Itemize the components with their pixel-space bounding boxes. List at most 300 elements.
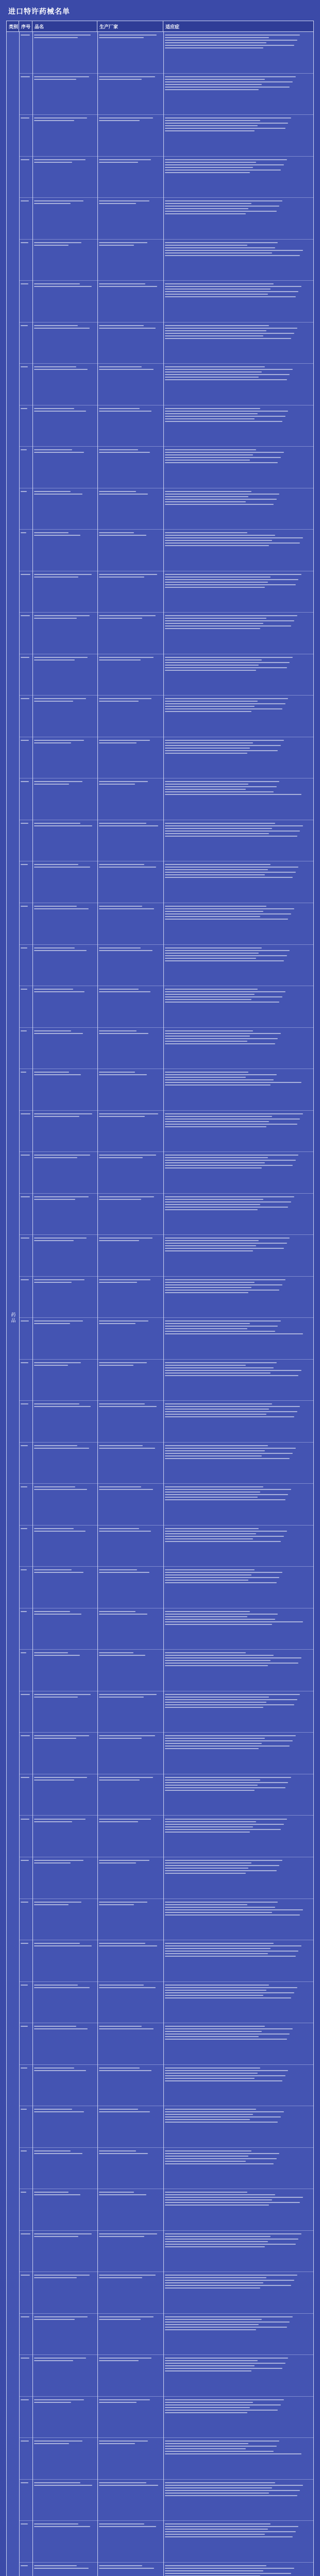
text-line — [34, 2565, 77, 2566]
text-line — [165, 1499, 285, 1500]
text-line — [99, 2526, 156, 2527]
table-row — [19, 1857, 313, 1899]
text-line — [165, 2573, 291, 2574]
text-line — [165, 2534, 265, 2535]
row-no-cell — [19, 1028, 32, 1069]
text-line — [165, 1782, 288, 1783]
row-no-cell — [19, 240, 32, 281]
text-line — [99, 2360, 139, 2361]
row-use-cell — [163, 1360, 313, 1401]
row-maker-cell — [97, 571, 163, 613]
text-line — [165, 2485, 303, 2486]
row-no-cell — [19, 488, 32, 530]
row-no-cell — [19, 2563, 32, 2576]
table-row — [19, 1484, 313, 1526]
row-name-cell — [32, 1484, 97, 1525]
text-line — [34, 574, 92, 575]
text-line — [165, 2122, 278, 2123]
text-line — [165, 1697, 269, 1698]
text-line — [21, 657, 29, 658]
row-no-cell — [19, 986, 32, 1027]
text-line — [99, 200, 149, 201]
text-line — [99, 947, 141, 948]
text-line — [165, 2285, 291, 2286]
row-no-cell — [19, 1650, 32, 1691]
table-row — [19, 1608, 313, 1650]
row-use-cell — [163, 1152, 313, 1193]
row-name-cell — [32, 1318, 97, 1359]
text-line — [165, 413, 258, 414]
text-line — [165, 1414, 266, 1415]
text-line — [99, 411, 151, 412]
row-maker-cell — [97, 240, 163, 281]
text-line — [165, 1118, 300, 1120]
row-name-cell — [32, 1194, 97, 1235]
text-line — [34, 2067, 74, 2069]
text-line — [99, 2485, 158, 2486]
text-line — [165, 1486, 263, 1487]
text-line — [99, 1445, 143, 1446]
text-line — [165, 1987, 297, 1988]
row-use-cell — [163, 737, 313, 778]
text-line — [99, 2568, 154, 2569]
text-line — [165, 206, 279, 207]
text-line — [99, 657, 154, 658]
table-row — [19, 2189, 313, 2231]
row-use-cell — [163, 1899, 313, 1940]
row-no-cell — [19, 1111, 32, 1152]
table-row — [19, 74, 313, 115]
text-line — [165, 1238, 290, 1239]
text-line — [34, 1819, 86, 1820]
text-line — [34, 701, 73, 702]
text-line — [34, 823, 80, 824]
row-use-cell — [163, 74, 313, 115]
row-maker-cell — [97, 2521, 163, 2562]
row-no-cell — [19, 1774, 32, 1816]
text-line — [99, 2028, 154, 2029]
table-row — [19, 778, 313, 820]
text-line — [165, 1745, 290, 1747]
text-line — [34, 2402, 71, 2403]
row-name-cell — [32, 820, 97, 861]
table-row — [19, 2231, 313, 2273]
table-row — [19, 2148, 313, 2190]
text-line — [165, 1574, 251, 1575]
table-row — [19, 240, 313, 281]
text-line — [21, 2523, 28, 2524]
text-line — [165, 45, 294, 46]
row-name-cell — [32, 613, 97, 654]
text-line — [165, 454, 253, 455]
row-name-cell — [32, 157, 97, 198]
row-use-cell — [163, 1443, 313, 1484]
text-line — [165, 1832, 250, 1833]
text-line — [99, 1985, 144, 1986]
row-maker-cell — [97, 1152, 163, 1193]
text-line — [165, 2153, 279, 2154]
row-no-cell — [19, 903, 32, 944]
text-line — [165, 1002, 279, 1003]
table-row — [19, 1152, 313, 1194]
row-use-cell — [163, 32, 313, 73]
text-line — [21, 1238, 29, 1239]
text-line — [165, 462, 278, 463]
row-no-cell — [19, 1235, 32, 1276]
text-line — [165, 1997, 291, 1998]
row-maker-cell — [97, 74, 163, 115]
text-line — [21, 117, 29, 118]
text-line — [165, 2490, 300, 2491]
text-line — [165, 252, 272, 253]
text-line — [34, 494, 82, 495]
text-line — [165, 579, 298, 580]
text-line — [165, 1375, 298, 1376]
table-row — [19, 2065, 313, 2107]
text-line — [165, 2531, 296, 2532]
text-line — [165, 1072, 248, 1073]
text-line — [165, 1870, 277, 1871]
text-line — [165, 449, 256, 450]
text-line — [165, 1331, 275, 1332]
text-line — [165, 1077, 246, 1078]
row-maker-cell — [97, 2438, 163, 2479]
row-maker-cell — [97, 2355, 163, 2396]
text-line — [21, 1279, 29, 1280]
text-line — [165, 335, 263, 336]
row-use-cell — [163, 2148, 313, 2189]
text-line — [34, 245, 69, 246]
text-line — [165, 1707, 263, 1708]
table-row — [19, 2480, 313, 2521]
text-line — [34, 411, 86, 412]
row-name-cell — [32, 2065, 97, 2106]
table-row — [19, 1028, 313, 1070]
text-line — [165, 2443, 248, 2444]
table-row — [19, 1318, 313, 1360]
row-no-cell — [19, 696, 32, 737]
text-line — [34, 1614, 81, 1615]
table-row — [19, 2314, 313, 2355]
row-use-cell — [163, 1318, 313, 1359]
header-no: 序号 — [19, 21, 32, 31]
text-line — [34, 2523, 78, 2524]
row-no-cell — [19, 2065, 32, 2106]
text-line — [165, 698, 288, 699]
text-line — [21, 2441, 29, 2442]
text-line — [165, 867, 298, 868]
text-line — [165, 958, 256, 959]
text-line — [165, 623, 263, 624]
text-line — [34, 200, 83, 201]
text-line — [99, 1403, 145, 1404]
text-line — [34, 2568, 89, 2569]
text-line — [165, 1041, 247, 1042]
text-line — [21, 1985, 28, 1986]
text-line — [165, 1030, 253, 1031]
row-name-cell — [32, 1733, 97, 1774]
text-line — [165, 1790, 255, 1791]
text-line — [99, 1074, 147, 1075]
header-name: 品名 — [32, 21, 97, 31]
row-name-cell — [32, 1691, 97, 1733]
text-line — [165, 170, 281, 171]
text-line — [34, 825, 92, 826]
text-line — [165, 2568, 294, 2569]
text-line — [99, 2233, 157, 2234]
text-line — [165, 2280, 294, 2281]
text-line — [34, 1282, 72, 1283]
text-line — [99, 1362, 147, 1363]
text-line — [21, 989, 27, 990]
row-no-cell — [19, 2438, 32, 2479]
text-line — [99, 1196, 154, 1197]
text-line — [99, 2482, 146, 2483]
text-line — [165, 2402, 253, 2403]
text-line — [165, 1411, 297, 1412]
table-row — [19, 1360, 313, 1401]
text-line — [165, 2370, 251, 2371]
text-line — [165, 2358, 288, 2359]
row-no-cell — [19, 654, 32, 696]
row-maker-cell — [97, 2023, 163, 2064]
text-line — [165, 1121, 269, 1122]
text-line — [165, 1290, 279, 1291]
text-line — [165, 1497, 258, 1498]
table-row — [19, 32, 313, 74]
text-line — [99, 1652, 133, 1653]
text-line — [99, 1655, 145, 1656]
text-line — [165, 991, 285, 992]
text-line — [165, 1209, 258, 1210]
text-line — [99, 906, 142, 907]
text-line — [165, 294, 268, 295]
row-name-cell — [32, 1235, 97, 1276]
text-line — [165, 1948, 271, 1949]
row-use-cell — [163, 2023, 313, 2064]
text-line — [165, 1743, 262, 1744]
text-line — [165, 1165, 293, 1166]
text-line — [165, 164, 284, 165]
text-line — [165, 1199, 263, 1200]
row-use-cell — [163, 1857, 313, 1899]
text-line — [165, 2246, 265, 2247]
text-line — [99, 1572, 149, 1573]
text-line — [165, 786, 277, 787]
text-line — [34, 286, 92, 287]
text-line — [34, 1902, 81, 1903]
row-maker-cell — [97, 488, 163, 530]
row-use-cell — [163, 613, 313, 654]
row-no-cell — [19, 1733, 32, 1774]
row-maker-cell — [97, 696, 163, 737]
text-line — [99, 2275, 156, 2276]
text-line — [99, 615, 156, 616]
text-line — [165, 2529, 268, 2530]
row-use-cell — [163, 2480, 313, 2521]
text-line — [165, 37, 269, 38]
text-line — [165, 2244, 296, 2245]
text-line — [165, 1074, 277, 1075]
row-no-cell — [19, 530, 32, 571]
row-no-cell — [19, 447, 32, 488]
text-line — [34, 947, 75, 948]
text-line — [99, 37, 144, 38]
table-row — [19, 323, 313, 364]
text-line — [165, 79, 265, 80]
text-line — [34, 532, 69, 533]
text-line — [165, 836, 297, 837]
row-no-cell — [19, 323, 32, 364]
text-line — [165, 1323, 250, 1324]
text-line — [165, 750, 278, 751]
row-no-cell — [19, 2148, 32, 2189]
row-name-cell — [32, 2397, 97, 2438]
text-line — [21, 242, 28, 243]
text-line — [34, 37, 78, 38]
text-line — [165, 418, 255, 419]
text-line — [34, 2026, 76, 2027]
text-line — [165, 1873, 246, 1874]
text-line — [165, 1909, 303, 1910]
text-line — [34, 2526, 90, 2527]
table-row — [19, 986, 313, 1028]
text-line — [99, 120, 140, 121]
text-line — [165, 1616, 247, 1617]
table-row — [19, 1111, 313, 1153]
row-use-cell — [163, 2355, 313, 2396]
text-line — [165, 1819, 287, 1820]
table-row — [19, 654, 313, 696]
text-line — [34, 1238, 87, 1239]
text-line — [165, 2111, 284, 2112]
text-line — [34, 1569, 72, 1570]
table-row — [19, 903, 313, 945]
text-line — [165, 1320, 281, 1321]
text-line — [99, 698, 151, 699]
text-line — [165, 255, 300, 256]
row-use-cell — [163, 2438, 313, 2479]
text-line — [165, 906, 266, 907]
text-line — [165, 457, 281, 458]
text-line — [165, 701, 258, 702]
text-line — [165, 745, 281, 746]
text-line — [165, 1372, 271, 1374]
text-line — [165, 1738, 265, 1739]
text-line — [34, 657, 88, 658]
row-name-cell — [32, 1443, 97, 1484]
row-use-cell — [163, 986, 313, 1027]
text-line — [165, 1569, 255, 1570]
row-name-cell — [32, 2106, 97, 2147]
row-no-cell — [19, 778, 32, 820]
text-line — [165, 2451, 274, 2452]
text-line — [165, 491, 251, 492]
row-no-cell — [19, 1194, 32, 1235]
row-maker-cell — [97, 1194, 163, 1235]
text-line — [165, 662, 290, 663]
text-line — [165, 172, 250, 173]
text-line — [165, 120, 260, 121]
table-row — [19, 2272, 313, 2314]
text-line — [165, 1953, 268, 1954]
row-use-cell — [163, 2189, 313, 2230]
row-use-cell — [163, 1277, 313, 1318]
text-line — [165, 1660, 271, 1661]
text-line — [165, 1282, 255, 1283]
text-line — [165, 2150, 251, 2151]
row-maker-cell — [97, 1940, 163, 1981]
row-use-cell — [163, 1774, 313, 1816]
text-line — [99, 1199, 141, 1200]
text-line — [21, 947, 27, 948]
table-row — [19, 281, 313, 323]
row-maker-cell — [97, 1982, 163, 2023]
text-line — [34, 408, 74, 409]
row-maker-cell — [97, 654, 163, 696]
text-line — [34, 2028, 88, 2029]
row-name-cell — [32, 198, 97, 239]
text-line — [21, 35, 30, 36]
header-category: 类别 — [7, 21, 19, 31]
text-line — [165, 540, 272, 541]
text-line — [34, 2443, 69, 2444]
text-line — [99, 1531, 151, 1532]
text-line — [165, 87, 290, 88]
text-line — [99, 1030, 137, 1031]
text-line — [165, 753, 247, 754]
grid-line — [97, 32, 98, 2576]
text-line — [34, 76, 89, 77]
row-no-cell — [19, 613, 32, 654]
text-line — [99, 2194, 146, 2195]
text-line — [34, 366, 76, 367]
text-line — [165, 2319, 262, 2320]
text-line — [99, 2153, 148, 2154]
row-maker-cell — [97, 1277, 163, 1318]
text-line — [165, 1614, 278, 1615]
text-line — [34, 1030, 71, 1031]
text-line — [165, 577, 271, 578]
text-line — [165, 1494, 288, 1495]
row-use-cell — [163, 2397, 313, 2438]
text-line — [165, 1250, 253, 1251]
table-row — [19, 1194, 313, 1235]
text-line — [165, 833, 269, 834]
text-line — [99, 35, 157, 36]
row-no-cell — [19, 364, 32, 405]
text-line — [165, 2536, 293, 2537]
text-line — [165, 1196, 294, 1197]
text-line — [165, 2114, 253, 2115]
text-line — [165, 2236, 271, 2237]
table-row — [19, 2438, 313, 2480]
row-use-cell — [163, 1194, 313, 1235]
text-line — [165, 47, 263, 48]
text-line — [34, 2485, 92, 2486]
row-no-cell — [19, 198, 32, 239]
row-name-cell — [32, 115, 97, 156]
text-line — [99, 1569, 137, 1570]
text-line — [165, 2026, 265, 2027]
table-row — [19, 613, 313, 654]
row-use-cell — [163, 1401, 313, 1442]
table-row — [19, 1069, 313, 1111]
text-line — [165, 1907, 275, 1908]
text-line — [99, 577, 144, 578]
title-bar — [6, 4, 314, 19]
row-no-cell — [19, 2521, 32, 2562]
